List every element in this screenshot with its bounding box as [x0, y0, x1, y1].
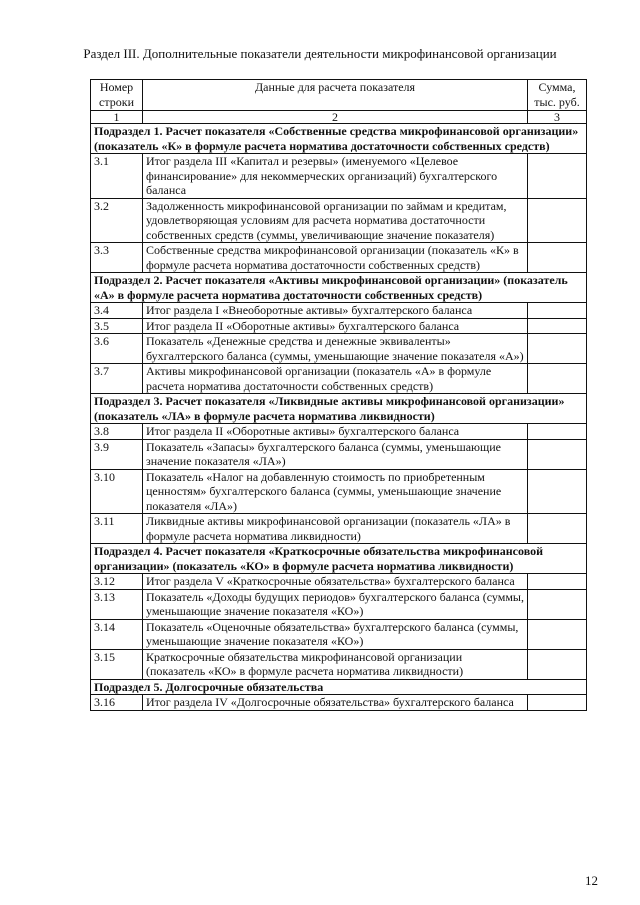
subsection-row: [91, 273, 587, 303]
row-description: Показатель «Запасы» бухгалтерского баланса (суммы, уменьшающие значение показателя «ЛА»): [143, 439, 528, 469]
row-description: Показатель «Оценочные обязательства» бухгалтерского баланса (суммы, уменьшающие значение показателя «КО»): [143, 619, 528, 649]
subsection-title: Подраздел 5. Долгосрочные обязательства: [91, 679, 587, 695]
subsection-title: Подраздел 1. Расчет показателя «Собственные средства микрофинансовой организации» (показатель «К» в формуле расчета норматива достаточности собственных средств): [91, 124, 587, 154]
row-sum-cell[interactable]: [528, 469, 587, 514]
table-row: [91, 334, 587, 364]
subsection-title: Подраздел 4. Расчет показателя «Краткосрочные обязательства микрофинансовой организации» (показатель «КО» в формуле расчета норматива ликвидности): [91, 544, 587, 574]
row-number: 3.6: [91, 334, 143, 364]
row-sum-cell[interactable]: [528, 154, 587, 199]
row-description: Итог раздела I «Внеоборотные активы» бухгалтерского баланса: [143, 303, 528, 319]
row-description: Задолженность микрофинансовой организации по займам и кредитам, удовлетворяющая условиям для расчета норматива достаточности собственных средств (суммы, увеличивающие значение показателя): [143, 198, 528, 243]
row-description: Итог раздела IV «Долгосрочные обязательства» бухгалтерского баланса: [143, 695, 528, 711]
subsection-row: [91, 544, 587, 574]
table-row: [91, 695, 587, 711]
table-row: [91, 198, 587, 243]
row-sum-cell[interactable]: [528, 424, 587, 440]
section-title: Раздел III. Дополнительные показатели деятельности микрофинансовой организации: [83, 46, 557, 61]
table-row: [91, 154, 587, 199]
header-data: Данные для расчета показателя: [143, 80, 528, 111]
table-row: [91, 364, 587, 394]
column-numbers-row: [91, 111, 587, 124]
row-description: Активы микрофинансовой организации (показатель «А» в формуле расчета норматива достаточности собственных средств): [143, 364, 528, 394]
row-description: Показатель «Денежные средства и денежные эквиваленты» бухгалтерского баланса (суммы, уменьшающие значение показателя «А»): [143, 334, 528, 364]
table-row: [91, 649, 587, 679]
subsection-row: [91, 679, 587, 695]
row-sum-cell[interactable]: [528, 589, 587, 619]
row-description: Итог раздела II «Оборотные активы» бухгалтерского баланса: [143, 318, 528, 334]
row-description: Показатель «Доходы будущих периодов» бухгалтерского баланса (суммы, уменьшающие значение показателя «КО»): [143, 589, 528, 619]
table-row: [91, 469, 587, 514]
row-number: 3.2: [91, 198, 143, 243]
table-row: [91, 318, 587, 334]
row-sum-cell[interactable]: [528, 514, 587, 544]
table-row: [91, 514, 587, 544]
row-description: Итог раздела II «Оборотные активы» бухгалтерского баланса: [143, 424, 528, 440]
table-row: [91, 589, 587, 619]
row-description: Краткосрочные обязательства микрофинансовой организации (показатель «КО» в формуле расчета норматива ликвидности): [143, 649, 528, 679]
table-row: [91, 424, 587, 440]
subsection-row: [91, 124, 587, 154]
row-sum-cell[interactable]: [528, 243, 587, 273]
table-row: [91, 303, 587, 319]
page-number: 12: [585, 873, 598, 888]
row-sum-cell[interactable]: [528, 303, 587, 319]
table-row: [91, 439, 587, 469]
subsection-row: [91, 394, 587, 424]
row-sum-cell[interactable]: [528, 318, 587, 334]
row-sum-cell[interactable]: [528, 695, 587, 711]
header-row-number: Номер строки: [91, 80, 143, 111]
row-sum-cell[interactable]: [528, 198, 587, 243]
row-sum-cell[interactable]: [528, 334, 587, 364]
subsection-title: Подраздел 3. Расчет показателя «Ликвидные активы микрофинансовой организации» (показатель «ЛА» в формуле расчета норматива ликвидности): [91, 394, 587, 424]
row-number: 3.12: [91, 574, 143, 590]
column-number-2: 2: [143, 111, 528, 124]
row-description: Собственные средства микрофинансовой организации (показатель «К» в формуле расчета норматива достаточности собственных средств): [143, 243, 528, 273]
row-number: 3.3: [91, 243, 143, 273]
row-number: 3.8: [91, 424, 143, 440]
column-number-1: 1: [91, 111, 143, 124]
row-number: 3.10: [91, 469, 143, 514]
row-number: 3.15: [91, 649, 143, 679]
row-number: 3.16: [91, 695, 143, 711]
row-number: 3.11: [91, 514, 143, 544]
row-number: 3.13: [91, 589, 143, 619]
row-sum-cell[interactable]: [528, 574, 587, 590]
row-description: Итог раздела V «Краткосрочные обязательства» бухгалтерского баланса: [143, 574, 528, 590]
table-header-row: [91, 80, 587, 111]
table-row: [91, 243, 587, 273]
column-number-3: 3: [528, 111, 587, 124]
header-sum: Сумма, тыс. руб.: [528, 80, 587, 111]
table-row: [91, 619, 587, 649]
row-sum-cell[interactable]: [528, 619, 587, 649]
table-row: [91, 574, 587, 590]
row-number: 3.1: [91, 154, 143, 199]
row-sum-cell[interactable]: [528, 439, 587, 469]
row-description: Показатель «Налог на добавленную стоимость по приобретенным ценностям» бухгалтерского баланса (суммы, уменьшающие значение показателя «ЛА»): [143, 469, 528, 514]
row-number: 3.7: [91, 364, 143, 394]
indicators-table: [90, 79, 587, 711]
row-number: 3.9: [91, 439, 143, 469]
row-description: Итог раздела III «Капитал и резервы» (именуемого «Целевое финансирование» для некоммерческих организаций) бухгалтерского баланса: [143, 154, 528, 199]
row-sum-cell[interactable]: [528, 649, 587, 679]
row-sum-cell[interactable]: [528, 364, 587, 394]
row-number: 3.5: [91, 318, 143, 334]
row-description: Ликвидные активы микрофинансовой организации (показатель «ЛА» в формуле расчета норматива ликвидности): [143, 514, 528, 544]
row-number: 3.4: [91, 303, 143, 319]
row-number: 3.14: [91, 619, 143, 649]
subsection-title: Подраздел 2. Расчет показателя «Активы микрофинансовой организации» (показатель «А» в формуле расчета норматива достаточности собственных средств): [91, 273, 587, 303]
